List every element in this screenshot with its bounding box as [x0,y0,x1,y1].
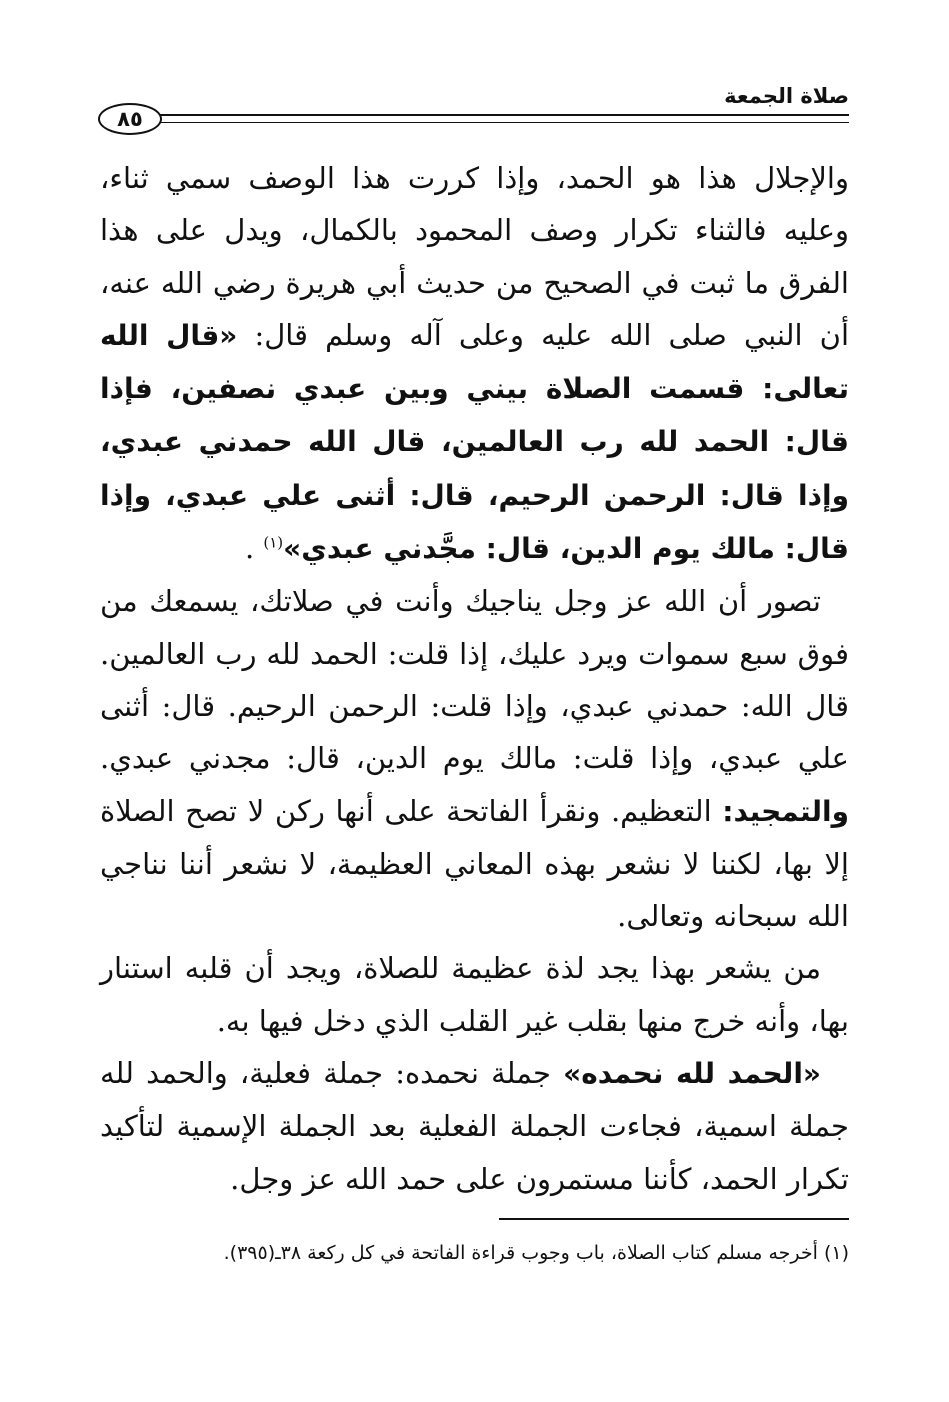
hadith-quote: «قال الله تعالى: قسمت الصلاة بيني وبين عبدي نصفين، فإذا قال: الحمد لله رب العالمين، قال الله حمدني عبدي، وإذا قال: الرحمن الرحيم، قال: أثنى علي عبدي، وإذا قال: مالك يوم الدين، قال: مجَّدني عبدي» [100,318,849,566]
header-rule-thin [158,122,849,123]
paragraph-1-end: . [244,531,264,566]
footnote-1: (١) أخرجه مسلم كتاب الصلاة، باب وجوب قراءة الفاتحة في كل ركعة ٣٨ـ(٣٩٥). [223,1242,849,1264]
paragraph-4-text: جملة نحمده: جملة فعلية، والحمد لله جملة اسمية، فجاءت الجملة الفعلية بعد الجملة الإسمية لتأكيد تكرار الحمد، كأننا مستمرون على حمد الله عز وجل. [100,1056,849,1196]
page-number: ٨٥ [98,103,162,135]
footnote-separator [499,1218,849,1220]
paragraph-2-text-cont: التعظيم. ونقرأ الفاتحة على أنها ركن لا تصح الصلاة إلا بها، لكننا لا نشعر بهذه المعاني العظيمة، لا نشعر أننا نناجي الله سبحانه وتعالى. [100,793,849,934]
paragraph-3: من يشعر بهذا يجد لذة عظيمة للصلاة، ويجد أن قلبه استنار بها، وأنه خرج منها بقلب غير القلب الذي دخل فيها به. [100,951,849,1038]
term-tamjeed: والتمجيد: [722,794,849,828]
main-text [100,152,849,1205]
paragraph-1 [100,152,849,575]
running-title: صلاة الجمعة [724,84,849,108]
paragraph-2 [100,575,849,942]
header-rule-thick [158,114,849,116]
footnote-reference: (١) [263,533,284,552]
paragraph-1-text: والإجلال هذا هو الحمد، وإذا كررت هذا الوصف سمي ثناء، وعليه فالثناء تكرار وصف المحمود بالكمال، ويدل على هذا الفرق ما ثبت في الصحيح من حديث أبي هريرة رضي الله عنه، أن النبي صلى الله عليه وعلى آله وسلم قال: [100,161,849,352]
footnote [100,1236,849,1271]
paragraph-2-text: تصور أن الله عز وجل يناجيك وأنت في صلاتك، يسمعك من فوق سبع سموات ويرد عليك، إذا قلت: الحمد لله رب العالمين. قال الله: حمدني عبدي، وإذا قلت: الرحمن الرحيم. قال: أثنى علي عبدي، وإذا قلت: مالك يوم الدين، قال: مجدني عبدي. [100,584,849,776]
paragraph-4 [100,1047,849,1205]
quoted-phrase: «الحمد لله نحمده» [563,1057,821,1091]
